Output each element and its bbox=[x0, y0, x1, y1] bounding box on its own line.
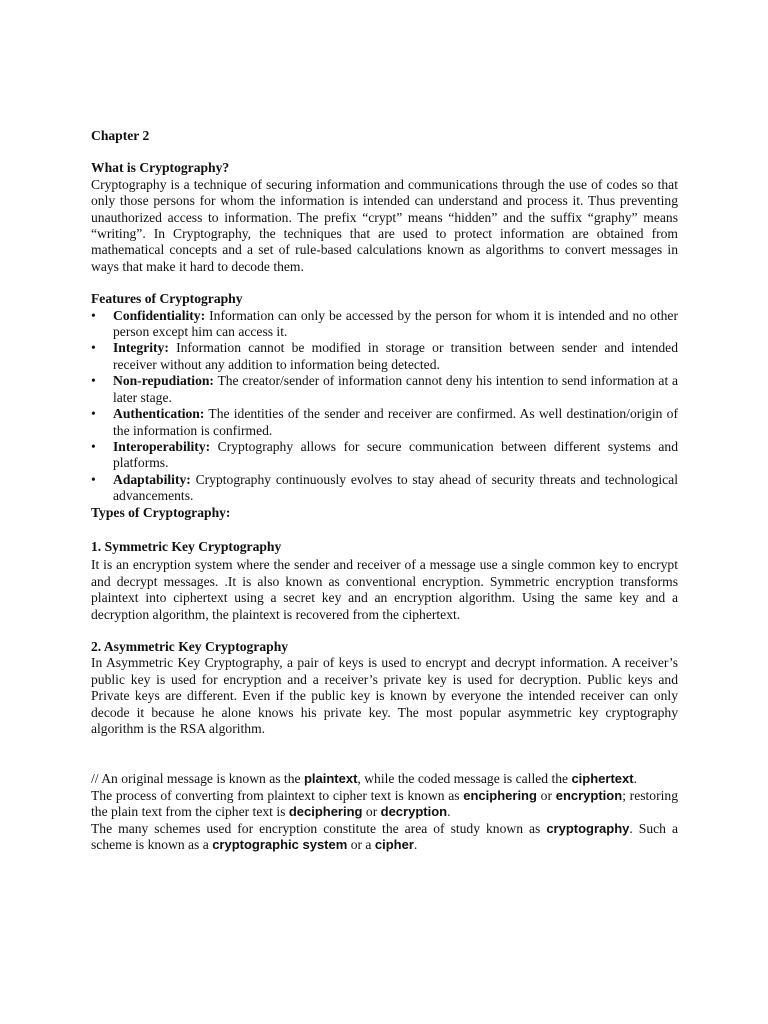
features-heading: Features of Cryptography bbox=[91, 291, 243, 307]
feature-text: Cryptography allows for secure communication between different systems and platforms. bbox=[113, 438, 678, 471]
note-text: or bbox=[536, 787, 556, 803]
feature-term: Confidentiality: bbox=[113, 307, 206, 323]
note-text: or bbox=[362, 804, 381, 820]
feature-item bbox=[91, 406, 678, 439]
feature-text: Cryptography continuously evolves to stay ahead of security threats and technological advancements. bbox=[113, 471, 678, 504]
note-term: plaintext bbox=[303, 771, 358, 787]
asymmetric-heading: 2. Asymmetric Key Cryptography bbox=[91, 638, 289, 654]
feature-item bbox=[91, 308, 678, 341]
feature-item bbox=[91, 340, 678, 373]
note-term: ciphertext bbox=[571, 771, 634, 787]
note-text: . Such a scheme is known as a bbox=[91, 820, 678, 853]
feature-item bbox=[91, 373, 678, 406]
note-term: encryption bbox=[555, 787, 623, 803]
note-term: enciphering bbox=[463, 787, 537, 803]
feature-term: Interoperability: bbox=[113, 438, 211, 454]
feature-term: Non-repudiation: bbox=[113, 373, 214, 389]
feature-item bbox=[91, 472, 678, 505]
feature-term: Integrity: bbox=[113, 340, 169, 356]
feature-text: Information cannot be modified in storage or transition between sender and intended receiver without any addition to information being detected. bbox=[113, 340, 678, 372]
note-term: cryptographic system bbox=[212, 837, 348, 853]
note-enciphering bbox=[91, 788, 678, 821]
feature-text: The creator/sender of information cannot deny his intention to send information at a later stage. bbox=[113, 373, 678, 405]
note-text: // An original message is known as the bbox=[91, 771, 304, 787]
note-term: cryptography bbox=[546, 820, 630, 836]
what-is-paragraph: Cryptography is a technique of securing information and communications through the use of codes so that only those persons for whom the information is intended can understand and process it. Thus preventing unauthorized access to information. The prefix “crypt” means “hidden” and the suffix “graphy” means “writing”. In Cryptography, the techniques that are used to protect information are obtained from mathematical concepts and a set of rule-based calculations known as algorithms to convert messages in ways that make it hard to decode them. bbox=[91, 176, 678, 274]
note-text: The many schemes used for encryption constitute the area of study known as bbox=[91, 820, 547, 836]
note-term: cipher bbox=[374, 837, 414, 853]
note-text: , while the coded message is called the bbox=[357, 771, 572, 787]
note-term: decryption bbox=[380, 804, 448, 820]
what-is-heading: What is Cryptography? bbox=[91, 160, 230, 176]
feature-text: The identities of the sender and receiver are confirmed. As well destination/origin of the information is confirmed. bbox=[113, 406, 678, 438]
notes-section bbox=[91, 771, 678, 853]
feature-term: Authentication: bbox=[113, 406, 205, 422]
feature-term: Adaptability: bbox=[113, 471, 191, 487]
chapter-title: Chapter 2 bbox=[91, 128, 150, 143]
note-text: . bbox=[413, 837, 418, 853]
note-cipher bbox=[91, 821, 678, 854]
feature-item bbox=[91, 439, 678, 472]
note-plaintext bbox=[91, 771, 678, 787]
note-text: or a bbox=[347, 837, 375, 853]
features-list bbox=[91, 308, 678, 505]
note-text: ; restoring the plain text from the cipher text is bbox=[91, 787, 679, 820]
note-text: . bbox=[447, 804, 451, 820]
note-term: deciphering bbox=[288, 804, 363, 820]
asymmetric-paragraph: In Asymmetric Key Cryptography, a pair of keys is used to encrypt and decrypt information. A receiver’s public key is used for encryption and a receiver’s private key is used for decryption. Public keys and Private keys are different. Even if the public key is known by everyone the intended receiver can only decode it because he alone knows his private key. The most popular asymmetric key cryptography algorithm is the RSA algorithm. bbox=[91, 655, 678, 736]
types-heading: Types of Cryptography: bbox=[91, 504, 231, 520]
note-text: The process of converting from plaintext to cipher text is known as bbox=[91, 787, 464, 803]
feature-text: Information can only be accessed by the person for whom it is intended and no other person except him can access it. bbox=[113, 307, 678, 340]
symmetric-paragraph: It is an encryption system where the sender and receiver of a message use a single common key to encrypt and decrypt messages. .It is also known as conventional encryption. Symmetric encryption transforms plaintext into ciphertext using a secret key and an encryption algorithm. Using the same key and a decryption algorithm, the plaintext is recovered from the ciphertext. bbox=[91, 557, 678, 622]
note-text: . bbox=[633, 771, 637, 787]
symmetric-heading: 1. Symmetric Key Cryptography bbox=[91, 538, 282, 554]
